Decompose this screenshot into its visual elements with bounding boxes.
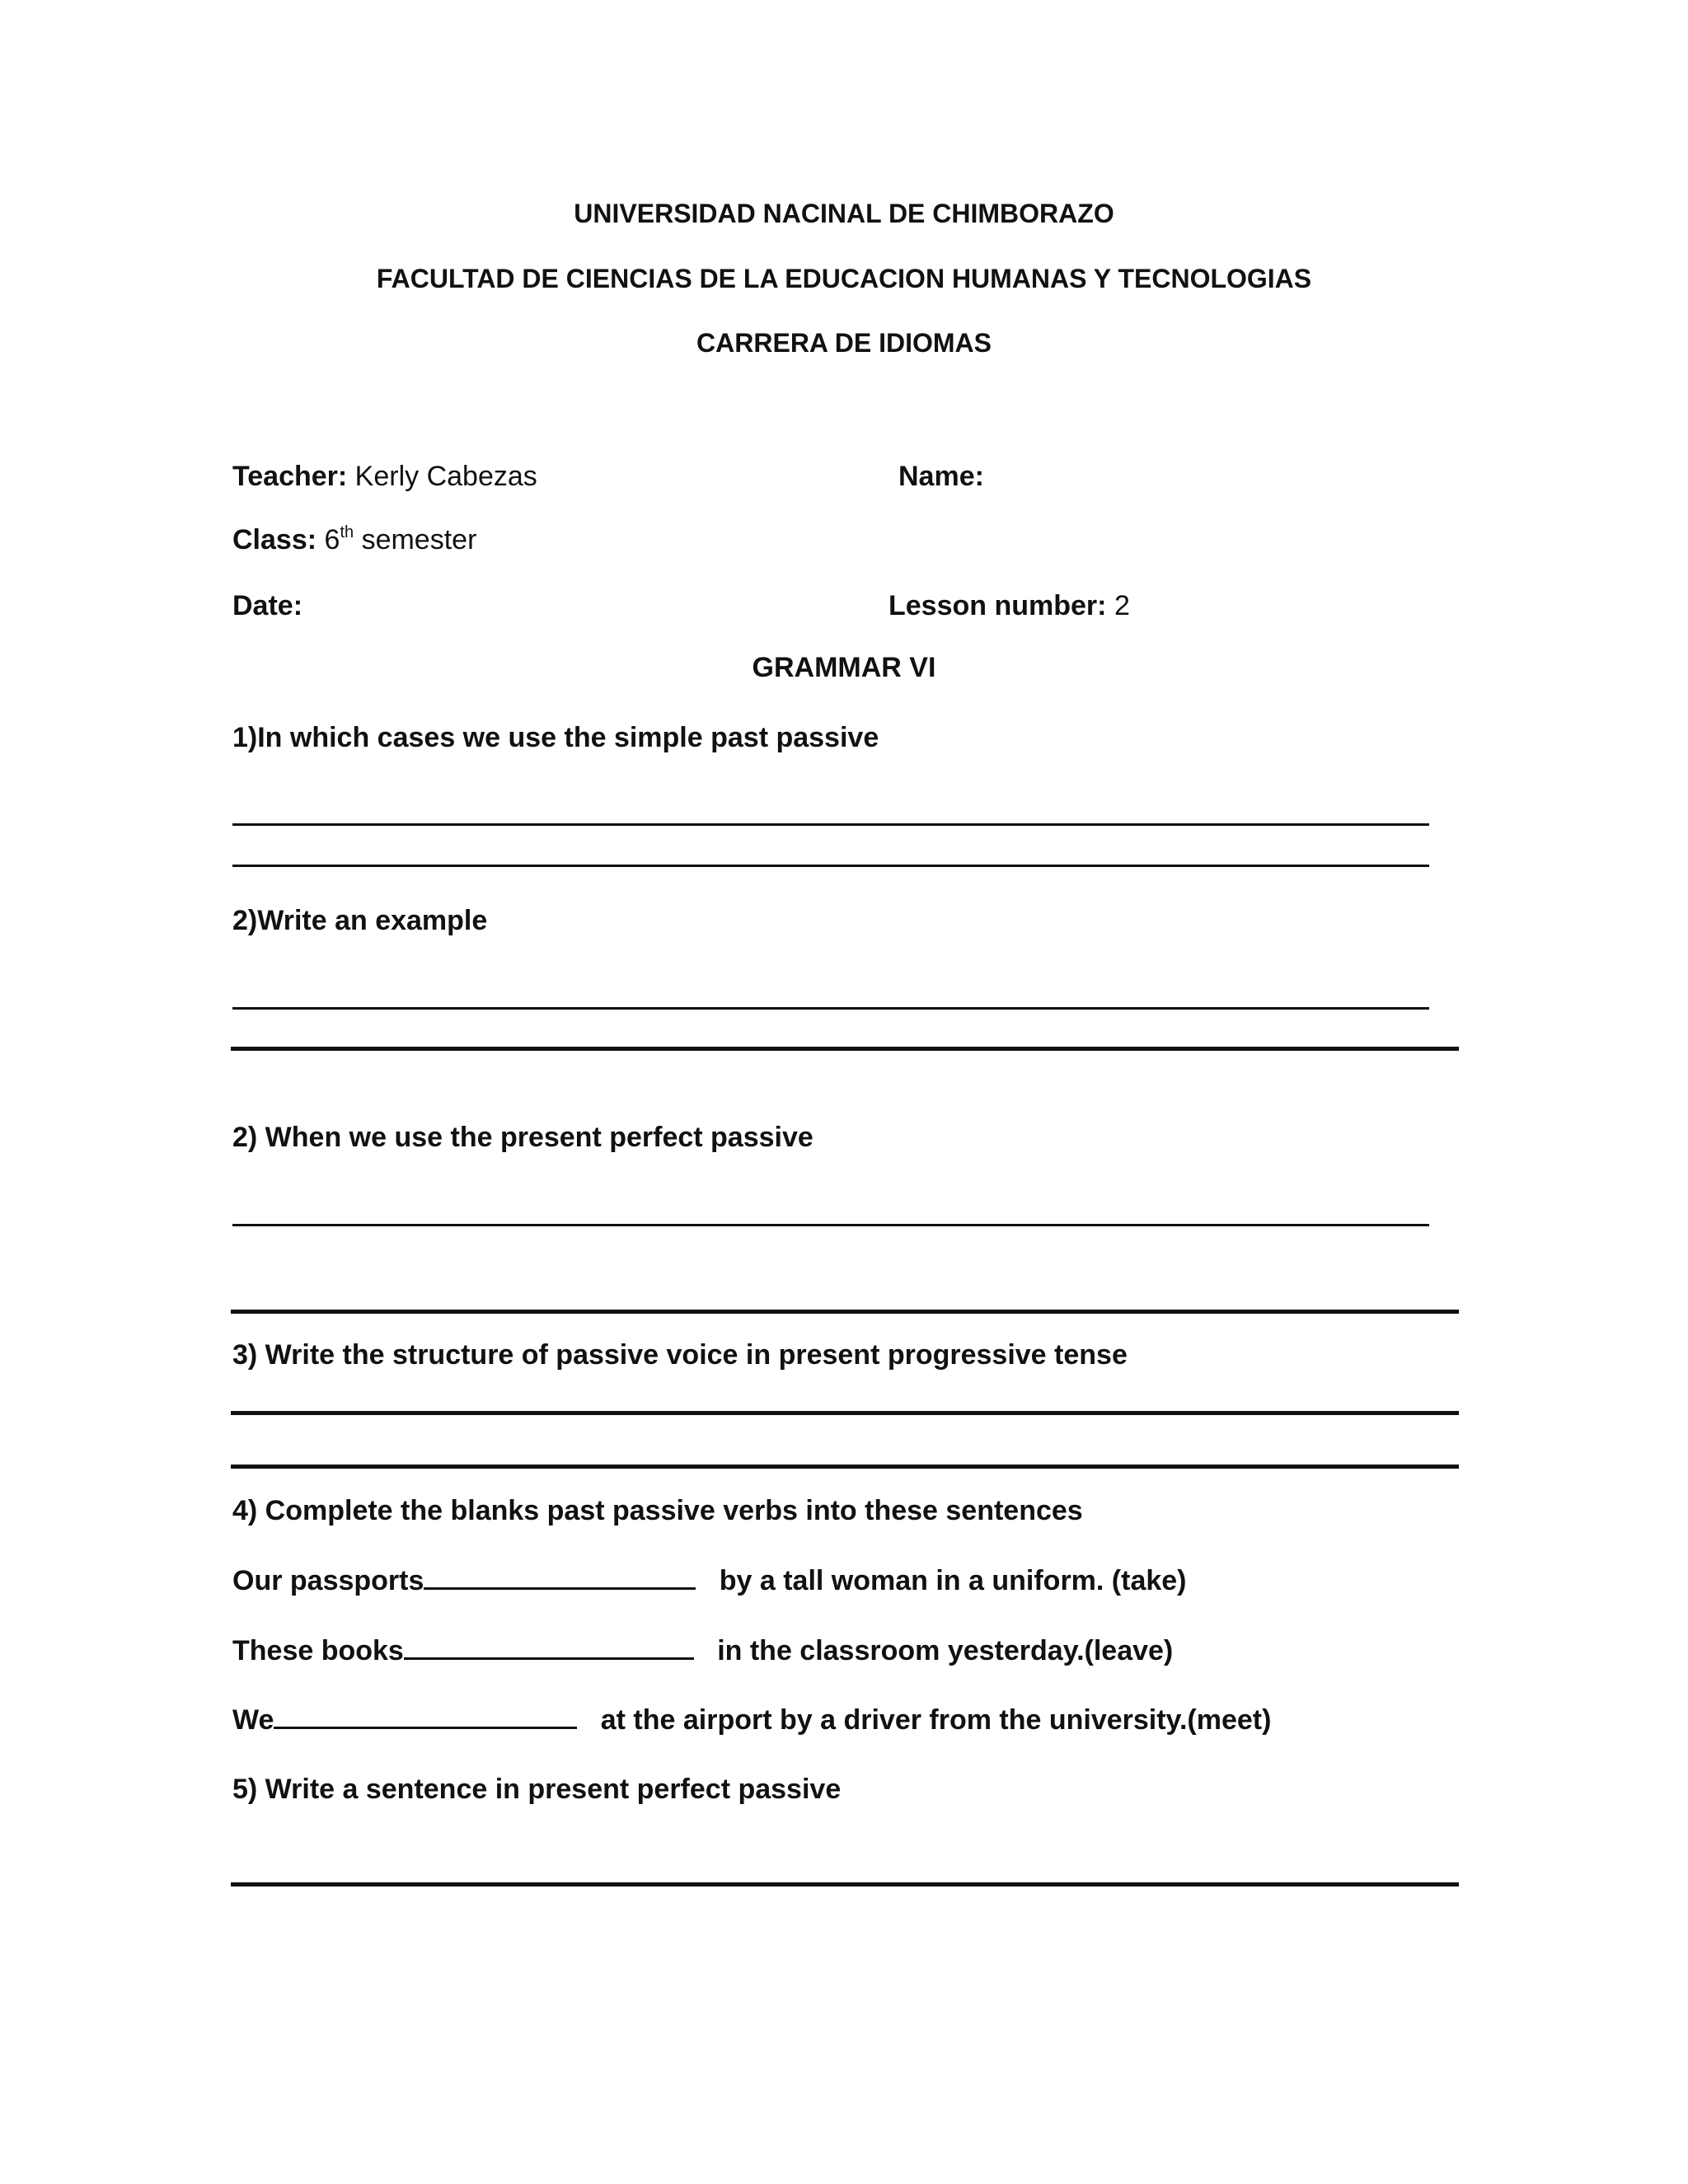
sentence-1 bbox=[232, 1563, 1187, 1598]
career-name: CARRERA DE IDIOMAS bbox=[696, 328, 992, 358]
sentence-3-end: at the airport by a driver from the university.(meet) bbox=[600, 1704, 1272, 1736]
teacher-value: Kerly Cabezas bbox=[354, 461, 537, 492]
class-value-sup: th bbox=[340, 523, 354, 541]
lesson-label: Lesson number: bbox=[889, 590, 1107, 621]
answer-line bbox=[232, 823, 1429, 826]
faculty-name: FACULTAD DE CIENCIAS DE LA EDUCACION HUMANAS Y TECNOLOGIAS bbox=[376, 264, 1312, 293]
answer-rule bbox=[231, 1882, 1459, 1886]
question-5: 4) Complete the blanks past passive verbs into these sentences bbox=[232, 1495, 1083, 1526]
answer-rule bbox=[231, 1047, 1459, 1051]
sentence-1-end: by a tall woman in a uniform. (take) bbox=[719, 1565, 1187, 1596]
answer-rule bbox=[231, 1310, 1459, 1314]
sentence-2-end: in the classroom yesterday.(leave) bbox=[717, 1635, 1174, 1666]
lesson-value: 2 bbox=[1114, 590, 1130, 621]
question-1: 1)In which cases we use the simple past passive bbox=[232, 722, 879, 753]
sentence-3 bbox=[232, 1703, 1271, 1737]
sentence-1-start: Our passports bbox=[232, 1565, 424, 1596]
class-value-num: 6 bbox=[324, 524, 340, 555]
worksheet-title: GRAMMAR VI bbox=[752, 652, 936, 683]
name-label: Name: bbox=[898, 461, 984, 492]
question-2: 2)Write an example bbox=[232, 905, 488, 936]
teacher-label: Teacher: bbox=[232, 461, 348, 492]
sentence-3-start: We bbox=[232, 1704, 274, 1736]
answer-line bbox=[232, 1007, 1429, 1010]
question-3: 2) When we use the present perfect passive bbox=[232, 1122, 814, 1153]
date-label: Date: bbox=[232, 590, 303, 621]
answer-rule bbox=[231, 1411, 1459, 1415]
fill-blank-1[interactable] bbox=[424, 1564, 696, 1590]
answer-rule bbox=[231, 1465, 1459, 1469]
answer-line bbox=[232, 1224, 1429, 1226]
sentence-2 bbox=[232, 1633, 1173, 1668]
class-value-rest: semester bbox=[354, 524, 477, 555]
fill-blank-2[interactable] bbox=[404, 1634, 694, 1660]
lesson-line bbox=[889, 588, 1130, 623]
teacher-line bbox=[232, 459, 537, 494]
fill-blank-3[interactable] bbox=[274, 1704, 577, 1729]
class-label: Class: bbox=[232, 524, 317, 555]
class-line bbox=[232, 523, 476, 557]
question-4: 3) Write the structure of passive voice in present progressive tense bbox=[232, 1339, 1128, 1371]
sentence-2-start: These books bbox=[232, 1635, 404, 1666]
university-name: UNIVERSIDAD NACINAL DE CHIMBORAZO bbox=[574, 199, 1114, 228]
question-6: 5) Write a sentence in present perfect passive bbox=[232, 1774, 842, 1805]
answer-line bbox=[232, 865, 1429, 867]
